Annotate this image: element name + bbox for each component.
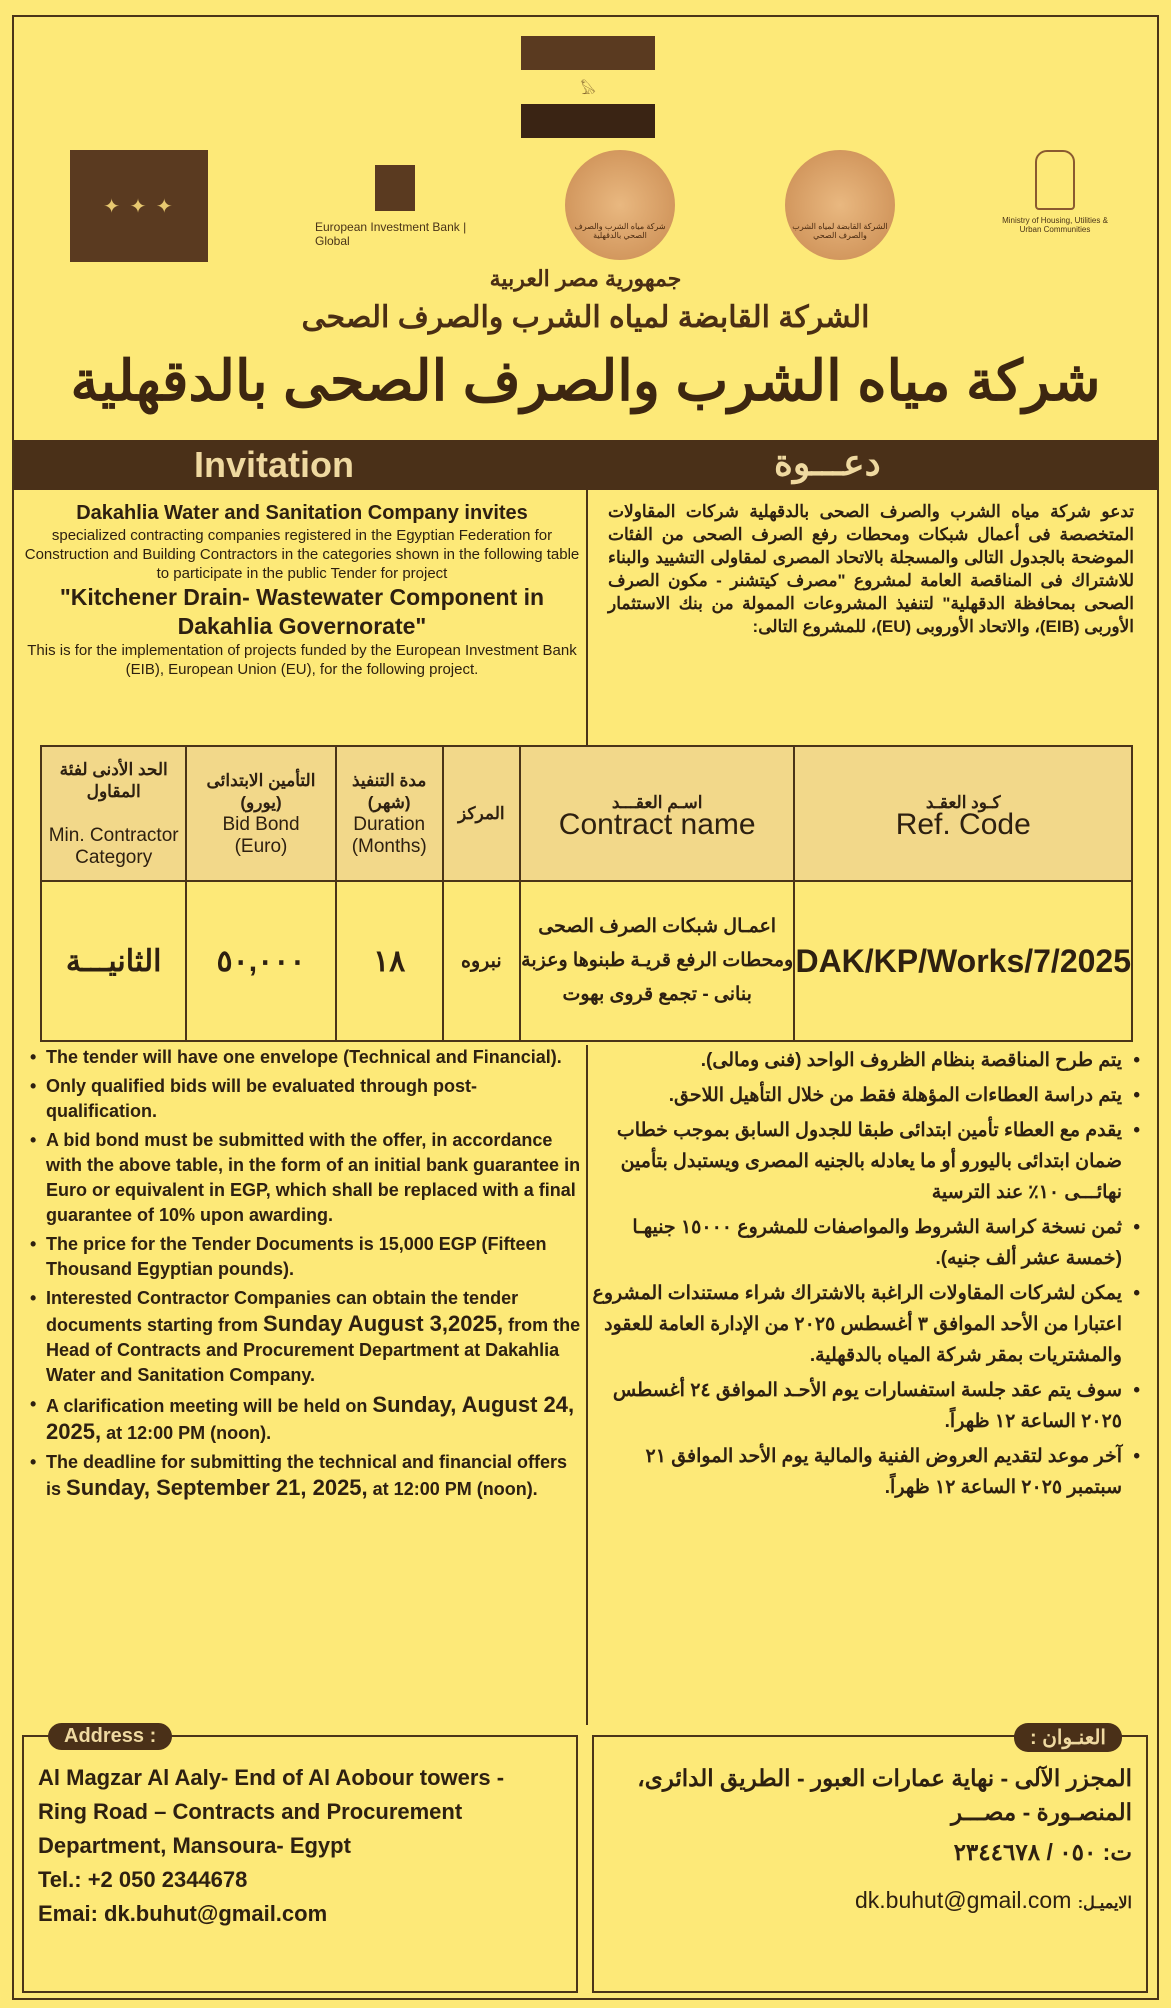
header-duration: مدة التنفيذ (شهر) Duration (Months) xyxy=(336,746,443,881)
company-title: شركة مياه الشرب والصرف الصحى بالدقهلية xyxy=(70,349,1101,412)
list-item: • آخر موعد لتقديم العروض الفنية والمالية يوم الأحد الموافق ٢١ سبتمبر ٢٠٢٥ الساعة ١٢ ظهراً. xyxy=(592,1441,1142,1503)
header-contract-name: اسـم العقـــد Contract name xyxy=(520,746,795,881)
list-item: • Only qualified bids will be evaluated through post-qualification. xyxy=(26,1074,581,1124)
phone-number: Tel.: +2 050 2344678 xyxy=(38,1867,248,1892)
list-item: • سوف يتم عقد جلسة استفسارات يوم الأحـد الموافق ٢٤ أغسطس ٢٠٢٥ الساعة ١٢ ظهراً. xyxy=(592,1375,1142,1437)
table-row xyxy=(41,881,1132,1041)
list-item: • The deadline for submitting the technical and financial offers is Sunday, September 21, 2025, at 12:00 PM (noon). xyxy=(26,1450,581,1502)
contract-table xyxy=(40,745,1133,1042)
intro-lead: Dakahlia Water and Sanitation Company invites xyxy=(76,502,528,524)
email-address[interactable]: dk.buhut@gmail.com xyxy=(854,1887,1072,1913)
list-item: • A bid bond must be submitted with the offer, in accordance with the above table, in the form of an initial bank guarantee in Euro or equivalent in EGP, which shall be replaced with a final guarantee of 10% upon awarding. xyxy=(26,1128,581,1228)
egypt-flag-icon: 𓅃 xyxy=(521,36,655,138)
email-label: الايميـل: xyxy=(1077,1895,1132,1912)
list-item: • يقدم مع العطاء تأمين ابتدائى طبقا للجدول السابق بموجب خطاب ضمان ابتدائى باليورو أو ما يعادله بالجنيه المصرى ويستبدل بتأمين نهائـــى ١٠٪ عند الترسية xyxy=(592,1115,1142,1208)
header-bond: التأمين الابتدائى (يورو) Bid Bond (Euro) xyxy=(186,746,335,881)
address-line: المنصـورة - مصـــر xyxy=(951,1799,1132,1825)
ministry-logo: Ministry of Housing, Utilities & Urban Communities xyxy=(995,150,1115,234)
address-arabic xyxy=(592,1727,1148,1993)
list-item: • Interested Contractor Companies can obtain the tender documents starting from Sunday August 3,2025, from the Head of Contracts and Procurement Department at Dakahlia Water and Sanitation Company. xyxy=(26,1286,581,1388)
intro-english xyxy=(22,500,582,679)
country-heading: جمهورية مصر العربية xyxy=(489,266,682,291)
conditions-english xyxy=(26,1045,581,1506)
invitation-band xyxy=(14,440,1157,490)
address-line: Al Magzar Al Aaly- End of Al Aobour towers - xyxy=(38,1765,505,1790)
list-item: • The price for the Tender Documents is 15,000 EGP (Fifteen Thousand Egyptian pounds). xyxy=(26,1232,581,1282)
address-line: المجزر الآلى - نهاية عمارات العبور - الطريق الدائرى، xyxy=(637,1765,1132,1791)
list-item: • The tender will have one envelope (Technical and Financial). xyxy=(26,1045,581,1070)
eagle-icon xyxy=(1035,150,1075,210)
list-item: • A clarification meeting will be held on Sunday, August 24, 2025, at 12:00 PM (noon). xyxy=(26,1392,581,1446)
holding-company-logo: الشركة القابضة لمياه الشرب والصرف الصحي xyxy=(785,150,895,260)
cell-duration: ١٨ xyxy=(336,881,443,1041)
address-line: Ring Road – Contracts and Procurement xyxy=(38,1799,463,1824)
intro-body: specialized contracting companies registered in the Egyptian Federation for Construction and Building Contractors in the categories shown in the following table to participate in the public Tender for project xyxy=(24,527,580,582)
list-item: • يتم طرح المناقصة بنظام الظروف الواحد (فنى ومالى). xyxy=(592,1045,1142,1076)
conditions-arabic xyxy=(592,1045,1142,1507)
table-header-row xyxy=(41,746,1132,881)
email-address[interactable]: Emai: dk.buhut@gmail.com xyxy=(38,1901,328,1926)
logo-row xyxy=(60,150,1120,260)
eib-logo: European Investment Bank | Global xyxy=(315,150,475,260)
invitation-label: Invitation xyxy=(194,444,354,485)
column-divider xyxy=(586,490,588,750)
invitation-label-ar: دعـــوة xyxy=(774,442,881,483)
project-name: "Kitchener Drain- Wastewater Component in Dakahlia Governorate" xyxy=(59,584,545,639)
address-label-ar: العنـوان : xyxy=(1014,1723,1122,1752)
list-item: • يمكن لشركات المقاولات الراغبة بالاشتراك شراء مستندات المشروع اعتبارا من الأحد الموافق ٣ أغسطس ٢٠٢٥ من الإدارة العامة للعقود والمشتريات بمقر شركة المياه بالدقهلية. xyxy=(592,1278,1142,1371)
column-divider xyxy=(586,1045,588,1725)
address-label: Address : xyxy=(48,1723,172,1750)
list-item: • يتم دراسة العطاءات المؤهلة فقط من خلال التأهيل اللاحق. xyxy=(592,1080,1142,1111)
cell-contract-name: اعمـال شبكات الصرف الصحى ومحطات الرفع قريـة طبنوها وعزبة بنانى - تجمع قروى بهوت xyxy=(520,881,795,1041)
cell-ref-code: DAK/KP/Works/7/2025 xyxy=(794,881,1132,1041)
header-center: المركز xyxy=(443,746,520,881)
intro-arabic: تدعو شركة مياه الشرب والصرف الصحى بالدقهلية شركات المقاولات المتخصصة فى أعمال شبكات ومحطات رفع الصرف الصحى من الفئات الموضحة بالجدول التالى والمسجلة بالاتحاد المصرى لمقاولى التشييد والبناء للاشتراك فى المناقصة العامة لمشروع "مصرف كيتشنر - مكون الصرف الصحى بمحافظة الدقهلية" لتنفيذ المشروعات الممولة من بنك الاستثمار الأوربى (EIB)، والاتحاد الأوروبى (EU)، للمشروع التالى: xyxy=(608,502,1134,636)
list-item: • ثمن نسخة كراسة الشروط والمواصفات للمشروع ١٥٠٠٠ جنيهـا (خمسة عشر ألف جنيه). xyxy=(592,1212,1142,1274)
funding-text: This is for the implementation of projects funded by the European Investment Bank (EIB), European Union (EU), for the following project. xyxy=(27,642,577,678)
address-line: Department, Mansoura- Egypt xyxy=(38,1833,351,1858)
header-ref-code: كـود العقـد Ref. Code xyxy=(794,746,1132,881)
eu-flag-logo: ✦ ✦ ✦ xyxy=(70,150,208,262)
address-english xyxy=(22,1725,578,1993)
holding-heading: الشركة القابضة لمياه الشرب والصرف الصحى xyxy=(301,301,870,334)
phone-number: ت: ٠٥٠ / ٢٣٤٤٦٧٨ xyxy=(953,1839,1132,1865)
cell-center: نبروه xyxy=(443,881,520,1041)
cell-category: الثانيـــة xyxy=(41,881,186,1041)
header-category: الحد الأدنى لفئة المقاول Min. Contractor Category xyxy=(41,746,186,881)
dakahlia-company-logo: شركة مياه الشرب والصرف الصحي بالدقهلية xyxy=(565,150,675,260)
cell-bond: ٥٠,٠٠٠ xyxy=(186,881,335,1041)
